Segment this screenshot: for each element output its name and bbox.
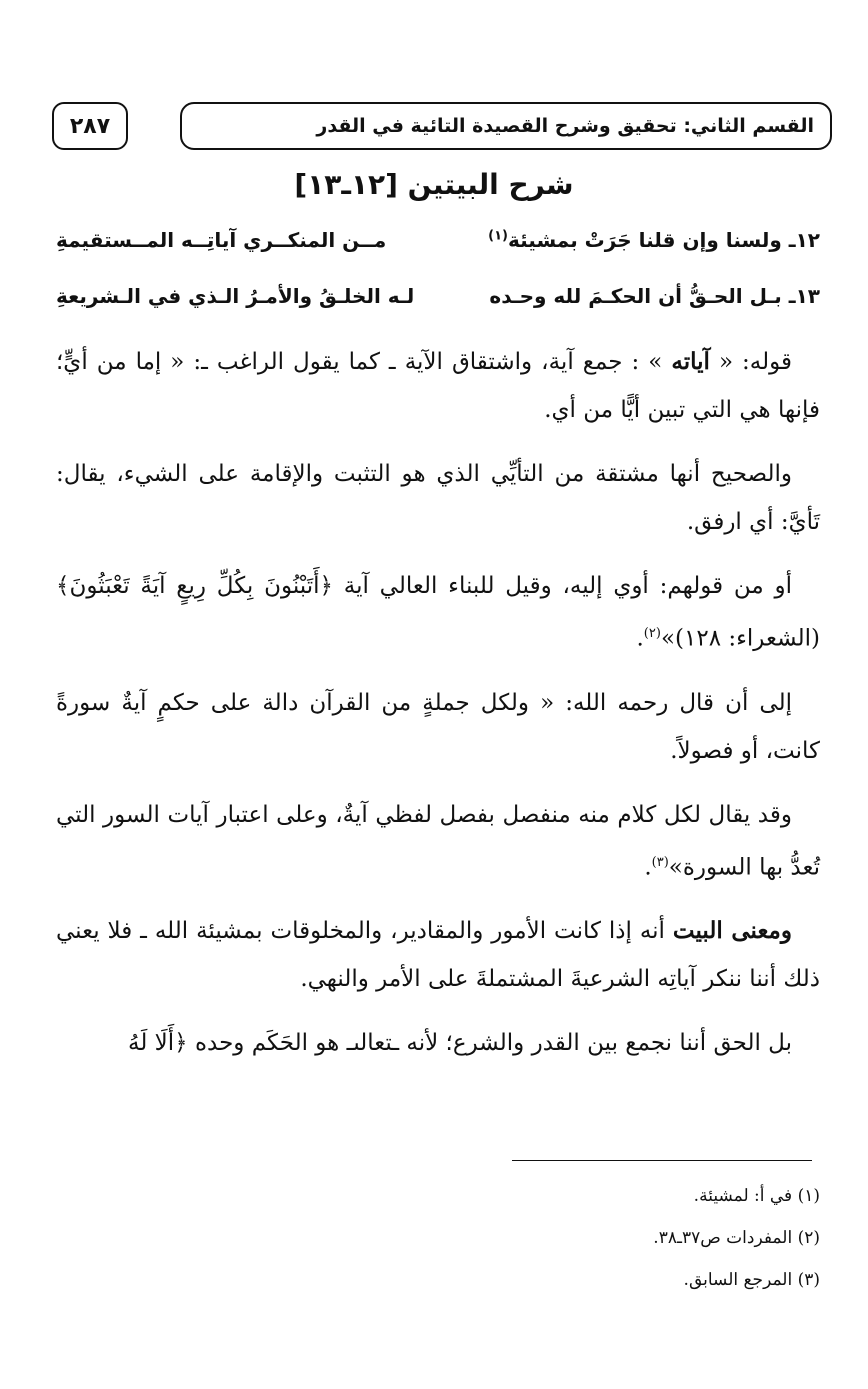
paragraph: والصحيح أنها مشتقة من التأيِّي الذي هو التثبت والإقامة على الشيء، يقال: تَأيَّ: أي ارفق. xyxy=(56,461,820,535)
paragraph: بل الحق أننا نجمع بين القدر والشرع؛ لأنه ـتعالىـ هو الحَكَم وحده ﴿أَلَا لَهُ xyxy=(128,1030,792,1057)
body-text xyxy=(56,338,820,1083)
footnote-ref: (٣) xyxy=(651,854,669,870)
verse-12 xyxy=(56,222,820,262)
footnotes xyxy=(56,1178,820,1304)
page-header xyxy=(52,102,832,152)
paragraph: أو من قولهم: أوي إليه، وقيل للبناء العالي آية ﴿أَتَبْنُونَ بِكُلِّ رِيعٍ آيَةً تَعْبَثُونَ﴾ (الشعراء: ١٢٨)»$^{(٢)}$. xyxy=(56,573,820,652)
verse-second-half: مــن المنكــري آياتِــه المــستقيمةِ xyxy=(56,228,387,252)
paragraph: إلى أن قال رحمه الله: « ولكل جملةٍ من القرآن دالة على حكمٍ آيةٌ سورةً كانت، أو فصولاً. xyxy=(56,689,820,764)
paragraph: ومعنى البيت أنه إذا كانت الأمور والمقادير، والمخلوقات بمشيئة الله ـ فلا يعني ذلك أننا ننكر آياتِه الشرعيةَ المشتملةَ على الأمر والنهي. xyxy=(56,917,820,993)
footnote-ref: (٢) xyxy=(643,626,661,641)
verse-first-half: ١٣ـ بـل الحـقُّ أن الحكـمَ لله وحـده xyxy=(489,284,820,308)
verse-first-half: ١٢ـ ولسنا وإن قلنا جَرَتْ بمشيئة$^{(١)}$ xyxy=(488,228,820,252)
running-title: القسم الثاني: تحقيق وشرح القصيدة التائية في القدر xyxy=(180,102,832,150)
verse-second-half: لـه الخلـقُ والأمـرُ الـذي في الـشريعةِ xyxy=(56,284,415,308)
section-title: شرح البيتين [١٢ـ١٣] xyxy=(294,168,574,201)
footnote: (٣) المرجع السابق. xyxy=(683,1270,820,1290)
verse-13 xyxy=(56,278,820,318)
paragraph: قوله: « آياته » : جمع آية، واشتقاق الآية ـ كما يقول الراغب ـ: « إما من أيٍّ؛ فإنها هي التي تبين أيًّا من أي. xyxy=(56,348,820,423)
paragraph: وقد يقال لكل كلام منه منفصل بفصل لفظي آيةٌ، وعلى اعتبار آيات السور التي تُعدُّ بها السورة»$^{(٣)}$. xyxy=(56,801,820,881)
page-number: ٢٨٧ xyxy=(52,102,128,150)
footnote: (١) في أ: لمشيئة. xyxy=(693,1186,820,1206)
footnote-ref: (١) xyxy=(488,228,508,244)
footnote-divider xyxy=(512,1160,812,1161)
footnote: (٢) المفردات ص٣٧ـ٣٨. xyxy=(653,1228,820,1248)
